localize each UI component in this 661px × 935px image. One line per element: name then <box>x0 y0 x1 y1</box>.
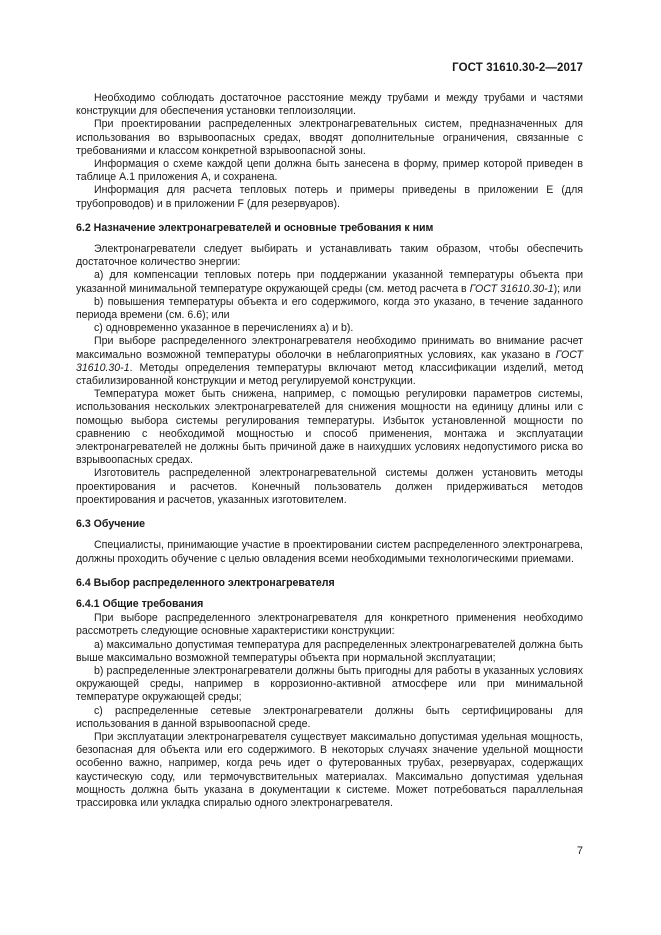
paragraph: При эксплуатации электронагревателя существует максимально допустимая удельная мощность, безопасная для объекта или его содержимого. В некоторых случаях значение удельной мощности особенно важно, например, когда речь идет о футерованных трубах, резервуарах, содержащих каустическую соду, или термочувствительных материалах. Максимально допустимая удельная мощность должна быть указана в документации к системе. Может потребоваться параллельная трассировка или укладка спиралью одного электронагревателя. <box>76 730 583 809</box>
paragraph: При выборе распределенного электронагревателя для конкретного применения необходимо рассмотреть следующие основные характеристики конструкции: <box>76 612 583 638</box>
page-content <box>76 92 583 810</box>
list-item-a <box>76 269 583 295</box>
paragraph-tail: . Методы определения температуры включают метод классификации изделий, метод стабилизированной конструкции и метод регулируемой конструкции. <box>76 361 583 388</box>
list-item-a-tail: ); или <box>553 282 582 295</box>
list-item-b: b) распределенные электронагреватели должны быть пригодны для работы в указанных условиях окружающей среды, например в коррозионно-активной атмосфере или при минимальной температуре окружающей среды; <box>76 664 583 704</box>
subsection-heading-6-4-1: 6.4.1 Общие требования <box>76 597 204 610</box>
list-item-b: b) повышения температуры объекта и его содержимого, когда это указано, в течение заданного периода времени (см. 6.6); или <box>76 295 583 322</box>
page-number: 7 <box>576 845 583 857</box>
paragraph: Информация для расчета тепловых потерь и примеры приведены в приложении Е (для трубопроводов) и в приложении F (для резервуаров). <box>76 184 583 210</box>
list-item-c: с) распределенные сетевые электронагреватели должны быть сертифицированы для использования в данной взрывоопасной среде. <box>76 704 583 730</box>
paragraph: Специалисты, принимающие участие в проектировании систем распределенного электронагрева, должны проходить обучение с целью овладения всеми необходимыми технологическими приемами. <box>76 539 583 565</box>
paragraph: При проектировании распределенных электронагревательных систем, предназначенных для использования во взрывоопасных средах, вводят дополнительные ограничения, связанные с требованиями и классом конкретной взрывоопасной зоны. <box>76 118 583 157</box>
section-heading-6-2: 6.2 Назначение электронагревателей и основные требования к ним <box>76 221 434 234</box>
list-item-c: с) одновременно указанное в перечислениях а) и b). <box>94 322 354 335</box>
paragraph: Температура может быть снижена, например, с помощью регулировки параметров системы, использования нескольких электронагревателей для снижения мощности на единицу длины или с помощью выбора системы регулирования температуры. Избыток установленной мощности по сравнению с необходимой мощностью и способ применения, монтажа и эксплуатации электронагревателей не должны быть причиной даже в наихудших условиях недопустимого риска во взрывоопасных средах. <box>76 388 583 467</box>
paragraph: Электронагреватели следует выбирать и устанавливать таким образом, чтобы обеспечить достаточное количество энергии: <box>76 243 583 269</box>
paragraph-text: При выборе распределенного электронагревателя необходимо принимать во внимание расчет максимально возможной температуры оболочки в неблагоприятных условиях, как указано в <box>76 335 583 361</box>
paragraph <box>76 335 583 388</box>
section-heading-6-3: 6.3 Обучение <box>76 518 146 531</box>
paragraph: Информация о схеме каждой цепи должна быть занесена в форму, пример которой приведен в таблице А.1 приложения А, и сохранена. <box>76 158 583 184</box>
standard-reference: ГОСТ 31610.30-1 <box>469 282 554 295</box>
section-heading-6-4: 6.4 Выбор распределенного электронагревателя <box>76 576 335 589</box>
paragraph: Изготовитель распределенной электронагревательной системы должен установить методы проектирования и расчетов. Конечный пользователь должен придерживаться методов проектирования и расчетов, указанных изготовителем. <box>76 467 583 506</box>
list-item-a-text: а) для компенсации тепловых потерь при поддержании указанной температуры объекта при указанной минимальной температуре окружающей среды (см. метод расчета в <box>76 269 583 295</box>
list-item-a: а) максимально допустимая температура для распределенных электронагревателей должна быть выше максимально возможной температуры объекта при нормальной эксплуатации; <box>76 638 583 664</box>
document-code: ГОСТ 31610.30-2—2017 <box>452 62 583 74</box>
paragraph: Необходимо соблюдать достаточное расстояние между трубами и между трубами и частями конструкции для обеспечения установки теплоизоляции. <box>76 92 583 118</box>
standard-reference: ГОСТ 31610.30-1 <box>76 348 583 374</box>
